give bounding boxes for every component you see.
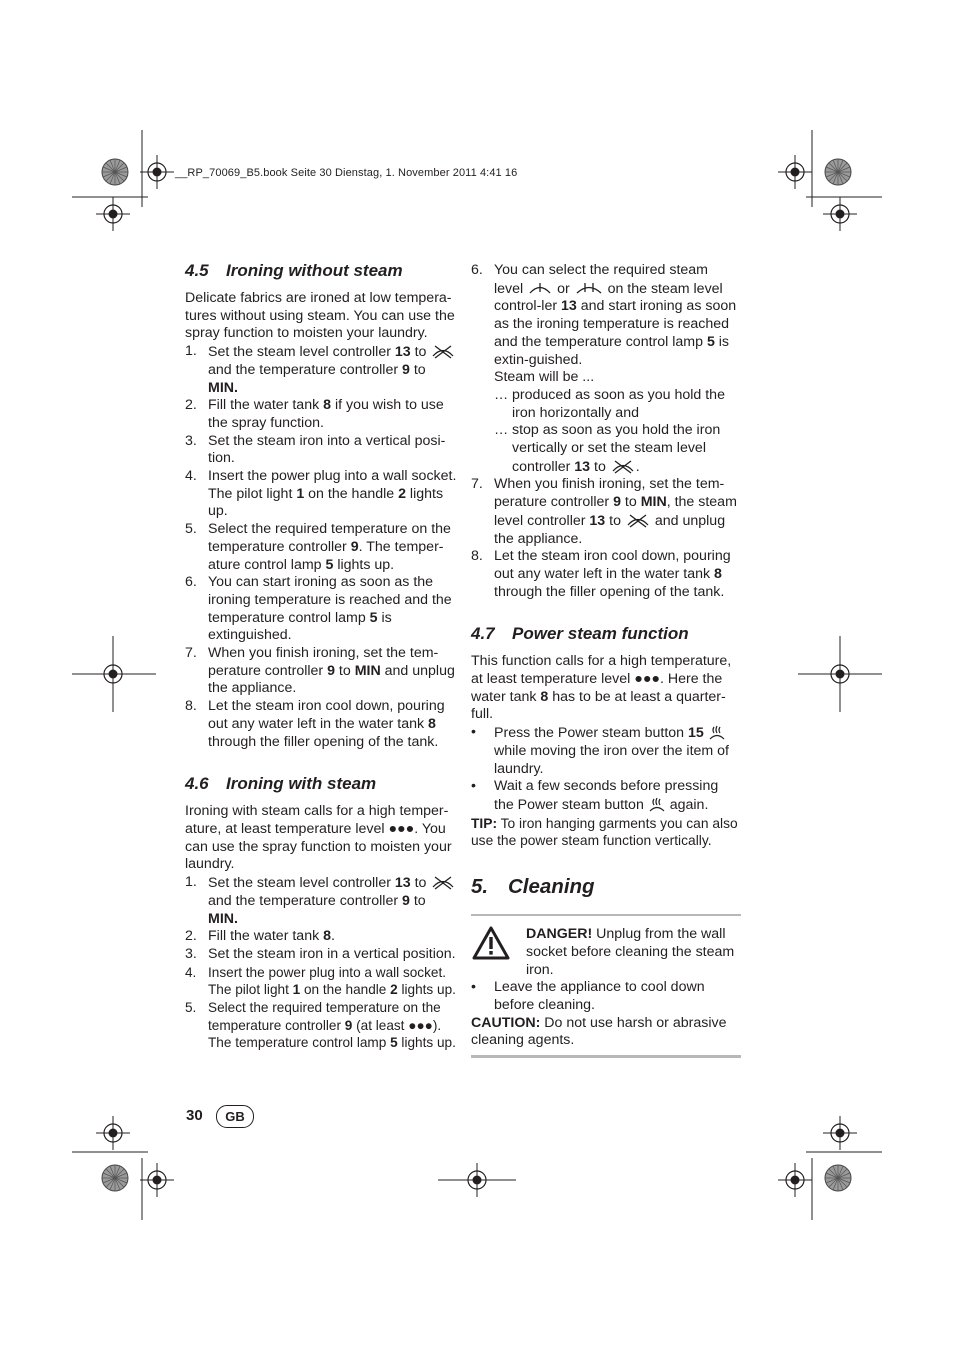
list-item: 1. Set the steam level controller 13 to and the temperature controller 9 to MIN. xyxy=(185,343,457,397)
section-heading-5: 5. Cleaning xyxy=(471,875,595,899)
section-heading-4-7: 4.7 Power steam function xyxy=(471,624,689,644)
tip-text: TIP: To iron hanging garments you can also use the power steam function vertically. xyxy=(471,815,738,849)
list-item: 2. Fill the water tank 8 if you wish to use the spray function. xyxy=(185,397,444,431)
list-item: 8. Let the steam iron cool down, pouring out any water left in the water tank 8 through the filler opening of the tank. xyxy=(185,698,445,750)
left-column xyxy=(185,260,457,1052)
list-item: 6. You can start ironing as soon as the ironing temperature is reached and the temperature control lamp 5 is extinguished. xyxy=(185,574,452,644)
steam-off-icon xyxy=(625,512,651,529)
page-number: 30 xyxy=(186,1107,203,1124)
steam-off-icon xyxy=(610,458,636,475)
language-badge: GB xyxy=(216,1105,254,1128)
section-heading-4-6: 4.6 Ironing with steam xyxy=(185,774,377,794)
list-item: • Press the Power steam button 15 while moving the iron over the item of laundry. xyxy=(471,724,729,777)
list-item: • Leave the appliance to cool down before cleaning. xyxy=(471,979,705,1013)
list-item: … stop as soon as you hold the iron vertically or set the steam level controller 13 to . xyxy=(494,422,721,475)
list-item: 5. Select the required temperature on the temperature controller 9 (at least ●●●). The temperature control lamp 5 lights up. xyxy=(185,1000,456,1051)
list-item: 2. Fill the water tank 8. xyxy=(185,928,335,945)
section-4-6-steps-continued xyxy=(471,262,741,601)
list-item: … produced as soon as you hold the iron horizontally and xyxy=(494,386,725,421)
section-4-6-intro: Ironing with steam calls for a high temper-ature, at least temperature level ●●●. You can use the spray function to moisten your laundry. xyxy=(185,803,452,873)
list-item: 1. Set the steam level controller 13 to and the temperature controller 9 to MIN. xyxy=(185,874,457,928)
print-info: __RP_70069_B5.book Seite 30 Dienstag, 1. November 2011 4:41 16 xyxy=(175,167,518,179)
list-item: 4. Insert the power plug into a wall socket. The pilot light 1 on the handle 2 lights up. xyxy=(185,468,457,520)
steam-off-icon xyxy=(430,343,456,360)
right-column xyxy=(471,260,741,1058)
section-4-7-bullets xyxy=(471,724,741,815)
section-4-5-steps xyxy=(185,343,457,751)
section-4-6-steps xyxy=(185,874,457,1052)
list-item: 4. Insert the power plug into a wall socket. The pilot light 1 on the handle 2 lights up. xyxy=(185,964,456,998)
danger-box xyxy=(471,914,741,1058)
power-steam-icon xyxy=(708,724,726,741)
steam-off-icon xyxy=(430,874,456,891)
section-4-5-intro: Delicate fabrics are ironed at low tempera-tures without using steam. You can use the spray function to moisten your laundry. xyxy=(185,290,455,342)
list-item: 5. Select the required temperature on the temperature controller 9. The temper-ature control lamp 5 lights up. xyxy=(185,521,451,573)
list-item: • Wait a few seconds before pressing the Power steam button again. xyxy=(471,778,719,813)
danger-notice: DANGER! Unplug from the wall socket before cleaning the steam iron. xyxy=(471,926,741,979)
steam-high-icon xyxy=(574,280,604,297)
list-item: 7. When you finish ironing, set the tem-perature controller 9 to MIN, the steam level controller 13 to and unplug the appliance. xyxy=(471,476,737,547)
section-4-7-intro: This function calls for a high temperature, at least temperature level ●●●. Here the water tank 8 has to be at least a quarter-full. xyxy=(471,653,732,723)
list-item: 6. You can select the required steam level or on the steam level control-ler 13 and start ironing as soon as the ironing temperature is reached and the temperature control lamp 5 is extin-guished. Steam will be ... … produced as soon as you hold the iron horizontally and … stop as soon as you hold the iron vertically or set the steam level controller 13 to . xyxy=(471,262,741,476)
list-item: 3. Set the steam iron in a vertical position. xyxy=(185,945,456,962)
section-heading-4-5: 4.5 Ironing without steam xyxy=(185,261,403,280)
power-steam-icon xyxy=(648,796,666,813)
steam-will-be-text: Steam will be ... xyxy=(494,369,595,386)
list-item: 3. Set the steam iron into a vertical posi-tion. xyxy=(185,432,446,467)
list-item: 8. Let the steam iron cool down, pouring out any water left in the water tank 8 through the filler opening of the tank. xyxy=(471,548,731,600)
steam-low-icon xyxy=(527,280,553,297)
warning-triangle-icon xyxy=(472,926,510,960)
list-item: 7. When you finish ironing, set the tem-perature controller 9 to MIN and unplug the appliance. xyxy=(185,645,455,697)
caution-text: CAUTION: Do not use harsh or abrasive cleaning agents. xyxy=(471,1014,727,1049)
